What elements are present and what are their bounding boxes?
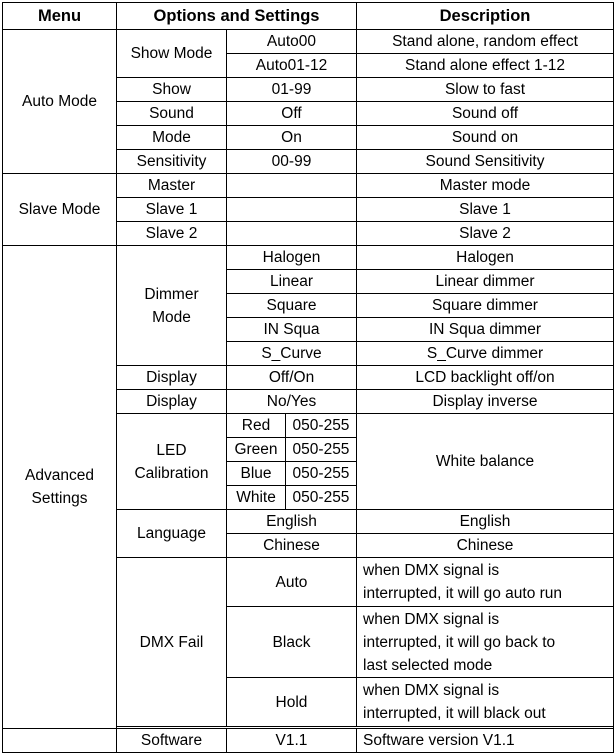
option-value: Chinese	[227, 534, 357, 558]
auto-mode-cell: Auto Mode	[3, 30, 117, 174]
led-calibration-cell	[117, 414, 227, 510]
table-row	[3, 174, 614, 198]
channel-range: 050-255	[286, 414, 357, 438]
header-menu: Menu	[3, 3, 117, 30]
empty-cell	[3, 729, 117, 753]
option-description: Software version V1.1	[357, 729, 614, 753]
description-line: last selected mode	[363, 656, 493, 674]
option-description: S_Curve dimmer	[357, 342, 614, 366]
option-description: Halogen	[357, 246, 614, 270]
option-description: Stand alone, random effect	[357, 30, 614, 54]
table-row	[3, 30, 614, 54]
option-description: Master mode	[357, 174, 614, 198]
option-value: Halogen	[227, 246, 357, 270]
option-value: Black	[227, 607, 357, 678]
show-mode-cell: Show Mode	[117, 30, 227, 78]
description-line: when DMX signal is	[363, 682, 500, 699]
table-row	[3, 246, 614, 270]
slave-mode-cell: Slave Mode	[3, 174, 117, 246]
option-description: Stand alone effect 1-12	[357, 54, 614, 78]
option-description: Linear dimmer	[357, 270, 614, 294]
description-line: interrupted, it will go back to	[363, 633, 556, 651]
description-line: interrupted, it will black out	[363, 705, 546, 722]
option-label: Software	[117, 729, 227, 753]
option-description: Chinese	[357, 534, 614, 558]
option-value: Auto00	[227, 30, 357, 54]
led-label-line: LED	[156, 441, 187, 459]
option-description: LCD backlight off/on	[357, 366, 614, 390]
description-line: when DMX signal is	[363, 610, 500, 628]
option-description: Slave 2	[357, 222, 614, 246]
option-value: No/Yes	[227, 390, 357, 414]
option-label: Sensitivity	[117, 150, 227, 174]
color-channel: Red	[227, 414, 286, 438]
option-description: Slow to fast	[357, 78, 614, 102]
table-row	[3, 729, 614, 753]
option-label: Slave 1	[117, 198, 227, 222]
description-line: interrupted, it will go auto run	[363, 585, 563, 602]
option-value: 00-99	[227, 150, 357, 174]
advanced-settings-cell	[3, 246, 117, 729]
channel-range: 050-255	[286, 486, 357, 510]
option-description	[357, 558, 614, 607]
option-description: English	[357, 510, 614, 534]
option-value: Linear	[227, 270, 357, 294]
option-label: Mode	[117, 126, 227, 150]
color-channel: Green	[227, 438, 286, 462]
dmx-fail-cell: DMX Fail	[117, 558, 227, 727]
option-label: Show	[117, 78, 227, 102]
option-value: Auto	[227, 558, 357, 607]
option-label: Sound	[117, 102, 227, 126]
option-value: Off/On	[227, 366, 357, 390]
led-label-line: Calibration	[134, 464, 209, 482]
empty-cell	[227, 174, 357, 198]
dimmer-label-line: Mode	[152, 308, 191, 326]
option-label: Master	[117, 174, 227, 198]
option-description: Square dimmer	[357, 294, 614, 318]
option-value: English	[227, 510, 357, 534]
dimmer-label-line: Dimmer	[144, 285, 199, 303]
color-channel: Blue	[227, 462, 286, 486]
option-value: 01-99	[227, 78, 357, 102]
option-label: Slave 2	[117, 222, 227, 246]
color-channel: White	[227, 486, 286, 510]
channel-range: 050-255	[286, 438, 357, 462]
option-description: White balance	[357, 414, 614, 510]
option-value: Auto01-12	[227, 54, 357, 78]
option-value: V1.1	[227, 729, 357, 753]
advanced-label-line: Settings	[31, 490, 88, 507]
empty-cell	[227, 222, 357, 246]
option-description: IN Squa dimmer	[357, 318, 614, 342]
option-description: Sound on	[357, 126, 614, 150]
description-line: when DMX signal is	[363, 562, 500, 579]
empty-cell	[227, 198, 357, 222]
option-value: Square	[227, 294, 357, 318]
menu-settings-table	[2, 2, 614, 753]
option-description: Slave 1	[357, 198, 614, 222]
language-cell: Language	[117, 510, 227, 558]
header-row	[3, 3, 614, 30]
option-description: Sound Sensitivity	[357, 150, 614, 174]
option-description	[357, 607, 614, 678]
option-description: Sound off	[357, 102, 614, 126]
option-description: Display inverse	[357, 390, 614, 414]
advanced-label-line: Advanced	[25, 467, 94, 484]
option-description	[357, 678, 614, 727]
option-label: Display	[117, 390, 227, 414]
option-value: S_Curve	[227, 342, 357, 366]
header-options: Options and Settings	[117, 3, 357, 30]
option-value: Off	[227, 102, 357, 126]
header-description: Description	[357, 3, 614, 30]
option-value: Hold	[227, 678, 357, 727]
dimmer-mode-cell	[117, 246, 227, 366]
channel-range: 050-255	[286, 462, 357, 486]
option-value: IN Squa	[227, 318, 357, 342]
option-label: Display	[117, 366, 227, 390]
option-value: On	[227, 126, 357, 150]
